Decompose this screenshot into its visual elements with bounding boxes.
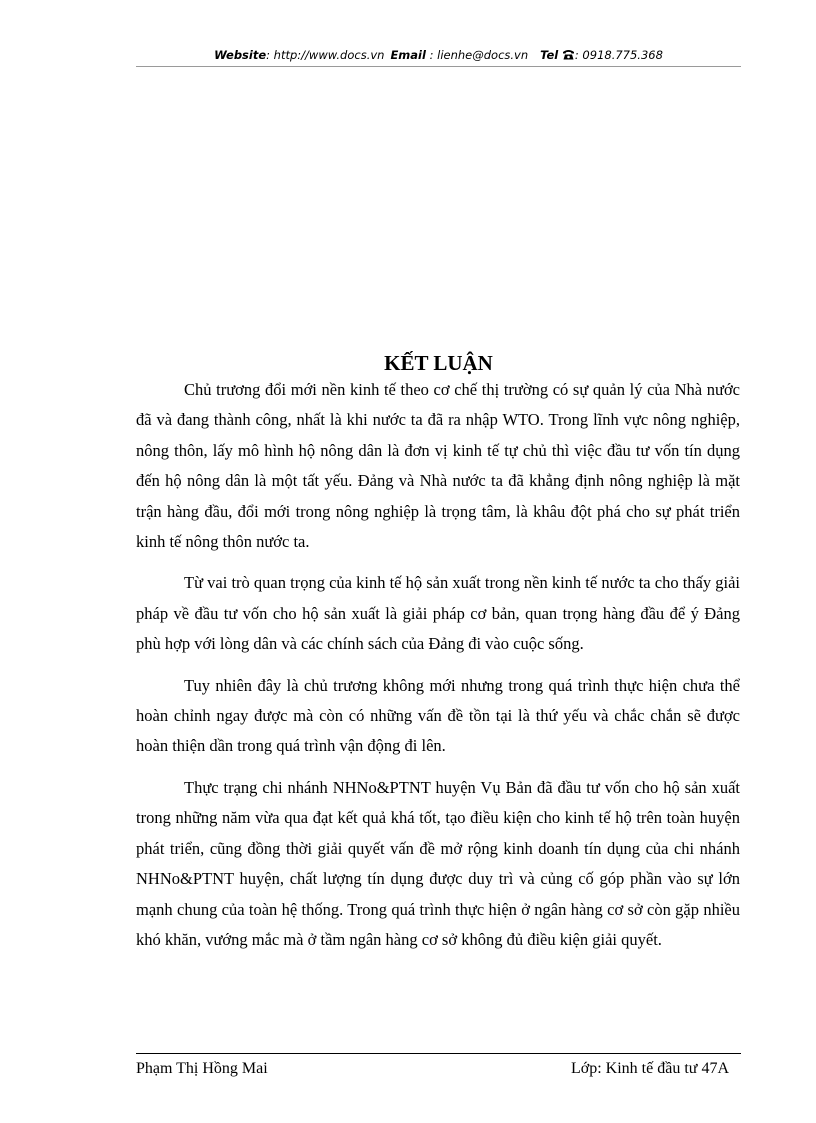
page-title: KẾT LUẬN (384, 351, 493, 375)
paragraph: Chủ trương đổi mới nền kinh tế theo cơ chế thị trường có sự quản lý của Nhà nước đã và đang thành công, nhất là khi nước ta đã ra nhập WTO. Trong lĩnh vực nông nghiệp, nông thôn, lấy mô hình hộ nông dân là đơn vị kinh tế tự chủ thì việc đầu tư vốn tín dụng đến hộ nông dân là một tất yếu. Đảng và Nhà nước ta đã khẳng định nông nghiệp là mặt trận hàng đầu, đổi mới trong nông nghiệp là trọng tâm, là khâu đột phá cho sự phát triển kinh tế nông thôn nước ta. (136, 380, 740, 552)
paragraph: Thực trạng chi nhánh NHNo&PTNT huyện Vụ Bản đã đầu tư vốn cho hộ sản xuất trong những năm vừa qua đạt kết quả khá tốt, tạo điều kiện cho kinh tế hộ trên toàn huyện phát triển, cũng đồng thời giải quyết vấn đề mở rộng kinh doanh tín dụng của chi nhánh NHNo&PTNT huyện, chất lượng tín dụng được duy trì và củng cố góp phần vào sự lớn mạnh chung của toàn hệ thống. Trong quá trình thực hiện ở ngân hàng cơ sở còn gặp nhiều khó khăn, vướng mắc mà ở tầm ngân hàng cơ sở không đủ điều kiện giải quyết. (136, 777, 740, 949)
website-label: Website (214, 48, 267, 62)
phone-icon (562, 48, 575, 62)
page-header (136, 46, 741, 67)
tel-number: : 0918.775.368 (574, 48, 663, 62)
footer-author: Phạm Thị Hồng Mai (136, 1060, 268, 1077)
email-address[interactable]: : lienhe@docs.vn (425, 48, 529, 62)
conclusion-body (136, 375, 740, 966)
website-url[interactable]: : http://www.docs.vn (266, 48, 385, 62)
page-footer (136, 1053, 741, 1079)
paragraph: Tuy nhiên đây là chủ trương không mới nhưng trong quá trình thực hiện chưa thể hoàn chỉnh ngay được mà còn có những vấn đề tồn tại là thứ yếu và chắc chắn sẽ được hoàn thiện dần trong quá trình vận động đi lên. (136, 675, 740, 756)
paragraph: Từ vai trò quan trọng của kinh tế hộ sản xuất trong nền kinh tế nước ta cho thấy giải pháp về đầu tư vốn cho hộ sản xuất là giải pháp cơ bản, quan trọng hàng đầu để ý Đảng phù hợp với lòng dân và các chính sách của Đảng đi vào cuộc sống. (136, 573, 740, 654)
footer-class-info: Lớp: Kinh tế đầu tư 47A (571, 1060, 729, 1077)
tel-label: Tel (540, 48, 559, 62)
email-label: Email (390, 48, 426, 62)
